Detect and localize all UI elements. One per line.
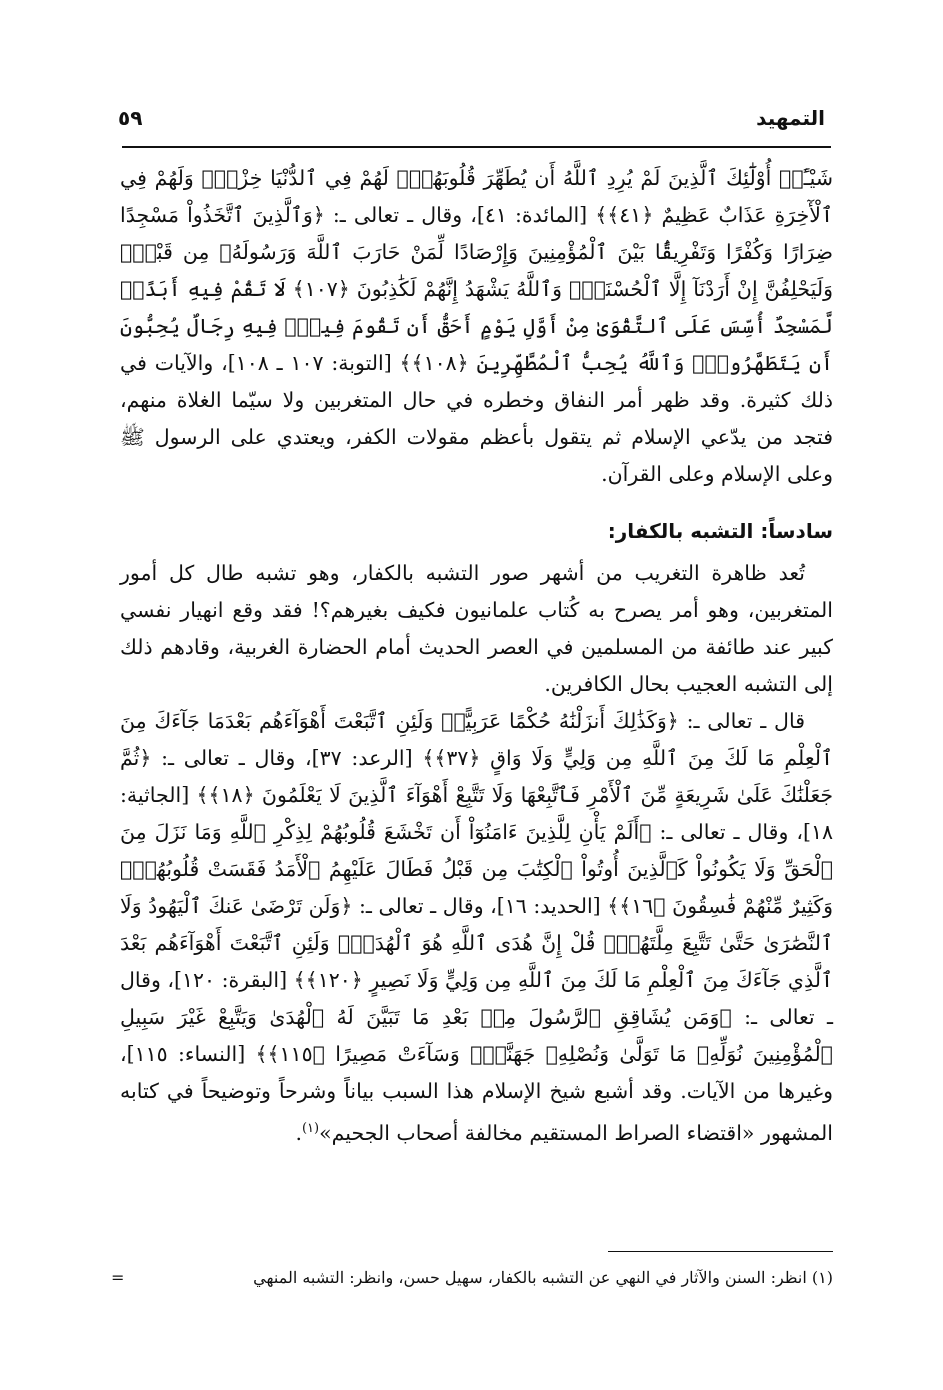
paragraph-westernization: تُعد ظاهرة التغريب من أشهر صور التشبه بالكفار، وهو تشبه طال كل أمور المتغربين، وهو أمر يصرح به كُتاب علمانيون فكيف بغيرهم؟! فقد وقع انهيار نفسي كبير عند طائفة من المسلمين في العصر الحديث أمام الحضارة الغربية، وقادهم ذلك إلى التشبه العجيب بحال الكافرين. — [120, 561, 833, 696]
paragraph-quran-imitation-text: قال ـ تعالى ـ: ﴿وَكَذَٰلِكَ أَنزَلْنَٰهُ حُكْمًا عَرَبِيًّاۚ وَلَئِنِ ٱتَّبَعْتَ أَهْوَآءَهُم بَعْدَمَا جَآءَكَ مِنَ ٱلْعِلْمِ مَا لَكَ مِنَ ٱللَّهِ مِن وَلِيٍّ وَلَا وَاقٍ ﴿٣٧﴾﴾ [الرعد: ٣٧]، وقال ـ تعالى ـ: ﴿ثُمَّ جَعَلْنَٰكَ عَلَىٰ شَرِيعَةٍ مِّنَ ٱلْأَمْرِ فَٱتَّبِعْهَا وَلَا تَتَّبِعْ أَهْوَآءَ ٱلَّذِينَ لَا يَعْلَمُونَ ﴿١٨﴾﴾ [الجاثية: ١٨]، وقال ـ تعالى ـ: ﴿أَلَمْ يَأْنِ لِلَّذِينَ ءَامَنُوٓاْ أَن تَخْشَعَ قُلُوبُهُمْ لِذِكْرِ ٱللَّهِ وَمَا نَزَلَ مِنَ ٱلْحَقِّ وَلَا يَكُونُواْ كَٱلَّذِينَ أُوتُواْ ٱلْكِتَٰبَ مِن قَبْلُ فَطَالَ عَلَيْهِمُ ٱلْأَمَدُ فَقَسَتْ قُلُوبُهُمْۖ وَكَثِيرٌ مِّنْهُمْ فَٰسِقُونَ ﴿١٦﴾﴾ [الحديد: ١٦]، وقال ـ تعالى ـ: ﴿وَلَن تَرْضَىٰ عَنكَ ٱلْيَهُودُ وَلَا ٱلنَّصَٰرَىٰ حَتَّىٰ تَتَّبِعَ مِلَّتَهُمْۗ قُلْ إِنَّ هُدَى ٱللَّهِ هُوَ ٱلْهُدَىٰۗ وَلَئِنِ ٱتَّبَعْتَ أَهْوَآءَهُم بَعْدَ ٱلَّذِي جَآءَكَ مِنَ ٱلْعِلْمِ مَا لَكَ مِنَ ٱللَّهِ مِن وَلِيٍّ وَلَا نَصِيرٍ ﴿١٢٠﴾﴾ [البقرة: ١٢٠]، وقال ـ تعالى ـ: ﴿وَمَن يُشَاقِقِ ٱلرَّسُولَ مِنۢ بَعْدِ مَا تَبَيَّنَ لَهُ ٱلْهُدَىٰ وَيَتَّبِعْ غَيْرَ سَبِيلِ ٱلْمُؤْمِنِينَ نُوَلِّهِۦ مَا تَوَلَّىٰ وَنُصْلِهِۦ جَهَنَّمَۖ وَسَآءَتْ مَصِيرًا ﴿١١٥﴾﴾ [النساء: ١١٥]، وغيرها من الآيات. وقد أشبع شيخ الإسلام هذا السبب بياناً وشرحاً وتوضيحاً في كتابه المشهور «اقتضاء الصراط المستقيم مخالفة أصحاب الجحيم» — [120, 709, 834, 1145]
header-divider — [122, 146, 831, 148]
footnote-reference: (١) — [301, 1121, 320, 1136]
running-header — [118, 98, 825, 138]
section-heading: سادساً: التشبه بالكفار: — [607, 519, 833, 543]
footnote-divider — [608, 1251, 833, 1252]
chapter-title: التمهيد — [756, 106, 825, 130]
footnote-text: (١) انظر: السنن والآثار في النهي عن التشبه بالكفار، سهيل حسن، وانظر: التشبه المنهي — [253, 1268, 833, 1287]
paragraph-end-mark: . — [295, 1120, 302, 1145]
footnote-continuation-mark: = — [111, 1268, 125, 1287]
paragraph-quran-imitation — [120, 703, 833, 1152]
page-number: ٥٩ — [118, 106, 143, 130]
main-text — [120, 160, 833, 1152]
footnote — [105, 1265, 833, 1291]
paragraph-quran-hypocrisy: شَيْـًٔاۚ أُوْلَٰٓئِكَ ٱلَّذِينَ لَمْ يُرِدِ ٱللَّهُ أَن يُطَهِّرَ قُلُوبَهُمْۚ لَهُمْ فِي ٱلدُّنْيَا خِزْيٌۖ وَلَهُمْ فِي ٱلْأٓخِرَةِ عَذَابٌ عَظِيمٌ ﴿٤١﴾﴾ [المائدة: ٤١]، وقال ـ تعالى ـ: ﴿وَٱلَّذِينَ ٱتَّخَذُواْ مَسْجِدًا ضِرَارًا وَكُفْرًا وَتَفْرِيقًۢا بَيْنَ ٱلْمُؤْمِنِينَ وَإِرْصَادًا لِّمَنْ حَارَبَ ٱللَّهَ وَرَسُولَهُۥ مِن قَبْلُۚ وَلَيَحْلِفُنَّ إِنْ أَرَدْنَآ إِلَّا ٱلْحُسْنَىٰۖ وَٱللَّهُ يَشْهَدُ إِنَّهُمْ لَكَٰذِبُونَ ﴿١٠٧﴾ لَا تَقُمْ فِيهِ أَبَدًاۚ لَّمَسْجِدٌ أُسِّسَ عَلَى ٱلتَّقْوَىٰ مِنْ أَوَّلِ يَوْمٍ أَحَقُّ أَن تَقُومَ فِيهِۚ فِيهِ رِجَالٌ يُحِبُّونَ أَن يَتَطَهَّرُواْۚ وَٱللَّهُ يُحِبُّ ٱلْمُطَّهِّرِينَ ﴿١٠٨﴾﴾ [التوبة: ١٠٧ ـ ١٠٨]، والآيات في ذلك كثيرة. وقد ظهر أمر النفاق وخطره في حال المتغربين ولا سيّما الغلاة منهم، فتجد من يدّعي الإسلام ثم يتقول بأعظم مقولات الكفر، ويعتدي على الرسول ﷺ وعلى الإسلام وعلى القرآن. — [120, 166, 834, 486]
